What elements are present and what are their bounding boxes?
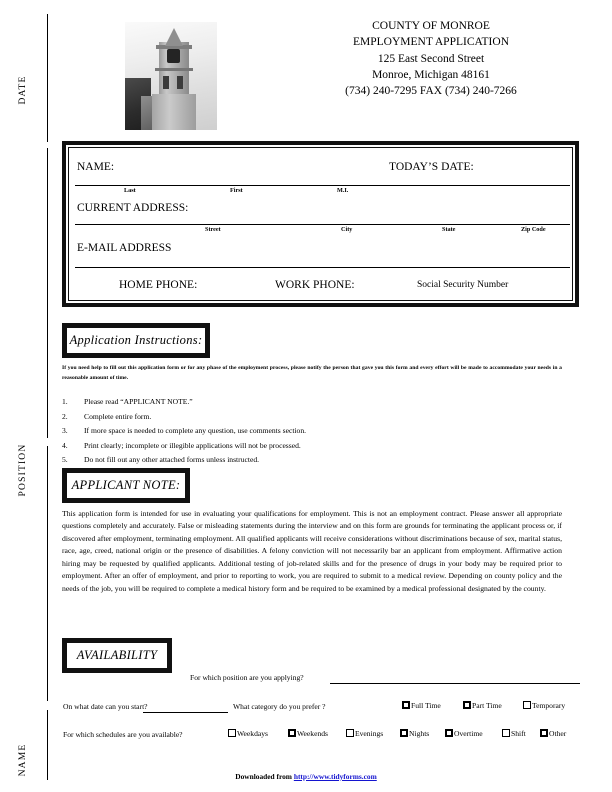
org-city-state-zip: Monroe, Michigan 48161 [372, 68, 490, 81]
list-item [62, 439, 562, 454]
list-item-number: 2. [62, 411, 68, 421]
checkbox-temporary[interactable] [523, 701, 531, 709]
category-option-full-time-label: Full Time [411, 701, 441, 710]
footer-prefix: Downloaded from [235, 772, 294, 781]
schedule-question-label: For which schedules are you available? [63, 730, 183, 739]
availability-header-box [62, 638, 172, 673]
email-label: E-MAIL ADDRESS [77, 242, 172, 254]
schedule-option-evenings[interactable] [346, 729, 383, 738]
checkbox-other[interactable] [540, 729, 548, 737]
address-sub-state: State [442, 226, 456, 233]
application-instructions-inner [66, 327, 206, 354]
footer [0, 772, 612, 781]
list-item-number: 1. [62, 397, 68, 406]
org-name: COUNTY OF MONROE [372, 20, 490, 32]
work-phone-label: WORK PHONE: [275, 279, 355, 291]
position-question-label: For which position are you applying? [190, 673, 304, 682]
schedule-option-nights-label: Nights [409, 729, 430, 738]
org-phone-fax: (734) 240-7295 FAX (734) 240-7266 [345, 85, 517, 98]
checkbox-weekends[interactable] [288, 729, 296, 737]
category-question-label: What category do you prefer ? [233, 702, 326, 711]
list-item [62, 424, 562, 439]
name-sub-mi: M.I. [337, 187, 349, 194]
photo-building-base [152, 94, 196, 130]
address-sub-street: Street [205, 226, 221, 233]
applicant-info-inner-border [68, 147, 573, 301]
address-sub-zip: Zip Code [521, 226, 546, 233]
courthouse-photo [125, 22, 217, 130]
start-date-answer-line[interactable] [143, 712, 228, 713]
checkbox-evenings[interactable] [346, 729, 354, 737]
checkbox-part-time[interactable] [463, 701, 471, 709]
photo-tower-cornice-lower [155, 68, 193, 71]
name-label: NAME: [77, 161, 115, 173]
application-instructions-heading: Application Instructions: [69, 333, 203, 347]
ssn-label: Social Security Number [417, 280, 509, 290]
list-item-number: 5. [62, 455, 68, 465]
left-margin-rail [0, 0, 56, 792]
list-item [62, 453, 562, 468]
list-item-text: Print clearly; incomplete or illegible applications will not be processed. [84, 440, 301, 450]
schedule-option-weekdays-label: Weekdays [237, 729, 269, 738]
photo-clock-face [167, 49, 180, 63]
schedule-option-weekdays[interactable] [228, 729, 268, 738]
start-date-question-label: On what date can you start? [63, 702, 148, 711]
todays-date-label: TODAY’S DATE: [389, 161, 474, 173]
category-option-part-time[interactable] [463, 701, 502, 710]
rail-divider-top [47, 14, 48, 142]
category-option-part-time-label: Part Time [472, 701, 502, 710]
org-street: 125 East Second Street [377, 52, 485, 65]
footer-source-link[interactable]: http://www.tidyforms.com [293, 772, 377, 781]
list-item-number: 3. [62, 426, 68, 436]
applicant-note-body: This application form is intended for use in evaluating your qualifications for employment. This is not an employment contract. Please answer all appropriate questions completely and accurately. False or misleading statements during the interview and on this form are grounds for terminating the applicant process or, if discovered after employment, terminating employment. All qualified applicants will receive considerations without discriminations because of sex, marital status, race, age, creed, national origin or the presence of disabilities. A felony conviction will not necessarily bar an applicant from employment. Affirmative action hiring may be requested by qualified applicants. Additional testing of job-related skills and for the presence of drugs in your body may be required prior to employment. After an offer of employment, and prior to reporting to work, you are required to submit to a medical review. Depending on county policy and the needs of the job, you will be required to complete a medical history form and be required to be examined by a medical professional designated by the county. [62, 509, 562, 593]
address-sub-city: City [341, 226, 353, 233]
list-item-text: Do not fill out any other attached forms unless instructed. [84, 455, 260, 465]
photo-tower-spire [165, 28, 183, 46]
list-item-text: If more space is needed to complete any question, use comments section. [84, 426, 307, 436]
list-item-text: Complete entire form. [84, 411, 152, 421]
applicant-note-inner [66, 472, 186, 499]
category-option-temporary[interactable] [523, 701, 565, 710]
schedule-option-evenings-label: Evenings [355, 729, 384, 738]
page-header [56, 18, 604, 133]
applicant-note-heading: APPLICANT NOTE: [71, 478, 181, 492]
rail-label-name-text: NAME [18, 743, 28, 777]
schedule-option-nights[interactable] [400, 729, 429, 738]
instructions-list [62, 395, 562, 468]
checkbox-shift[interactable] [502, 729, 510, 737]
position-answer-line[interactable] [330, 683, 580, 684]
application-instructions-header-box [62, 323, 210, 358]
schedule-option-shift[interactable] [502, 729, 526, 738]
availability-inner [66, 642, 168, 669]
schedule-option-other[interactable] [540, 729, 566, 738]
name-line[interactable] [75, 185, 570, 186]
home-phone-label: HOME PHONE: [119, 279, 198, 291]
header-text-block [261, 18, 601, 100]
rail-divider-bottom [47, 710, 48, 780]
availability-heading: AVAILABILITY [76, 648, 158, 662]
name-sub-last: Last [124, 187, 136, 194]
list-item [62, 395, 562, 410]
schedule-option-overtime[interactable] [445, 729, 483, 738]
rail-label-position-text: POSITION [18, 443, 28, 497]
rail-divider-lower [47, 446, 48, 701]
rail-divider-middle [47, 148, 48, 438]
photo-window-right [177, 76, 183, 89]
checkbox-nights[interactable] [400, 729, 408, 737]
form-title: EMPLOYMENT APPLICATION [352, 36, 509, 49]
list-item-text: Please read “APPLICANT NOTE.” [84, 397, 193, 406]
category-option-temporary-label: Temporary [532, 701, 566, 710]
photo-window-left [163, 76, 169, 89]
list-item-number: 4. [62, 440, 68, 450]
current-address-label: CURRENT ADDRESS: [77, 202, 189, 214]
schedule-option-other-label: Other [549, 729, 567, 738]
list-item [62, 410, 562, 425]
instructions-intro-paragraph: If you need help to fill out this application form or for any phase of the employment process, please notify the person that gave you this form and every effort will be made to accommodate your needs in a reasonable amount of time. [62, 365, 562, 381]
email-line[interactable] [75, 267, 570, 268]
schedule-option-overtime-label: Overtime [454, 729, 483, 738]
schedule-option-weekends[interactable] [288, 729, 328, 738]
address-line[interactable] [75, 224, 570, 225]
applicant-note-header-box [62, 468, 190, 503]
name-sub-first: First [230, 187, 243, 194]
rail-label-date-text: DATE [18, 75, 28, 105]
checkbox-weekdays[interactable] [228, 729, 236, 737]
category-option-full-time[interactable] [402, 701, 441, 710]
schedule-option-shift-label: Shift [511, 729, 526, 738]
checkbox-overtime[interactable] [445, 729, 453, 737]
applicant-info-box [62, 141, 579, 307]
checkbox-full-time[interactable] [402, 701, 410, 709]
schedule-option-weekends-label: Weekends [297, 729, 329, 738]
